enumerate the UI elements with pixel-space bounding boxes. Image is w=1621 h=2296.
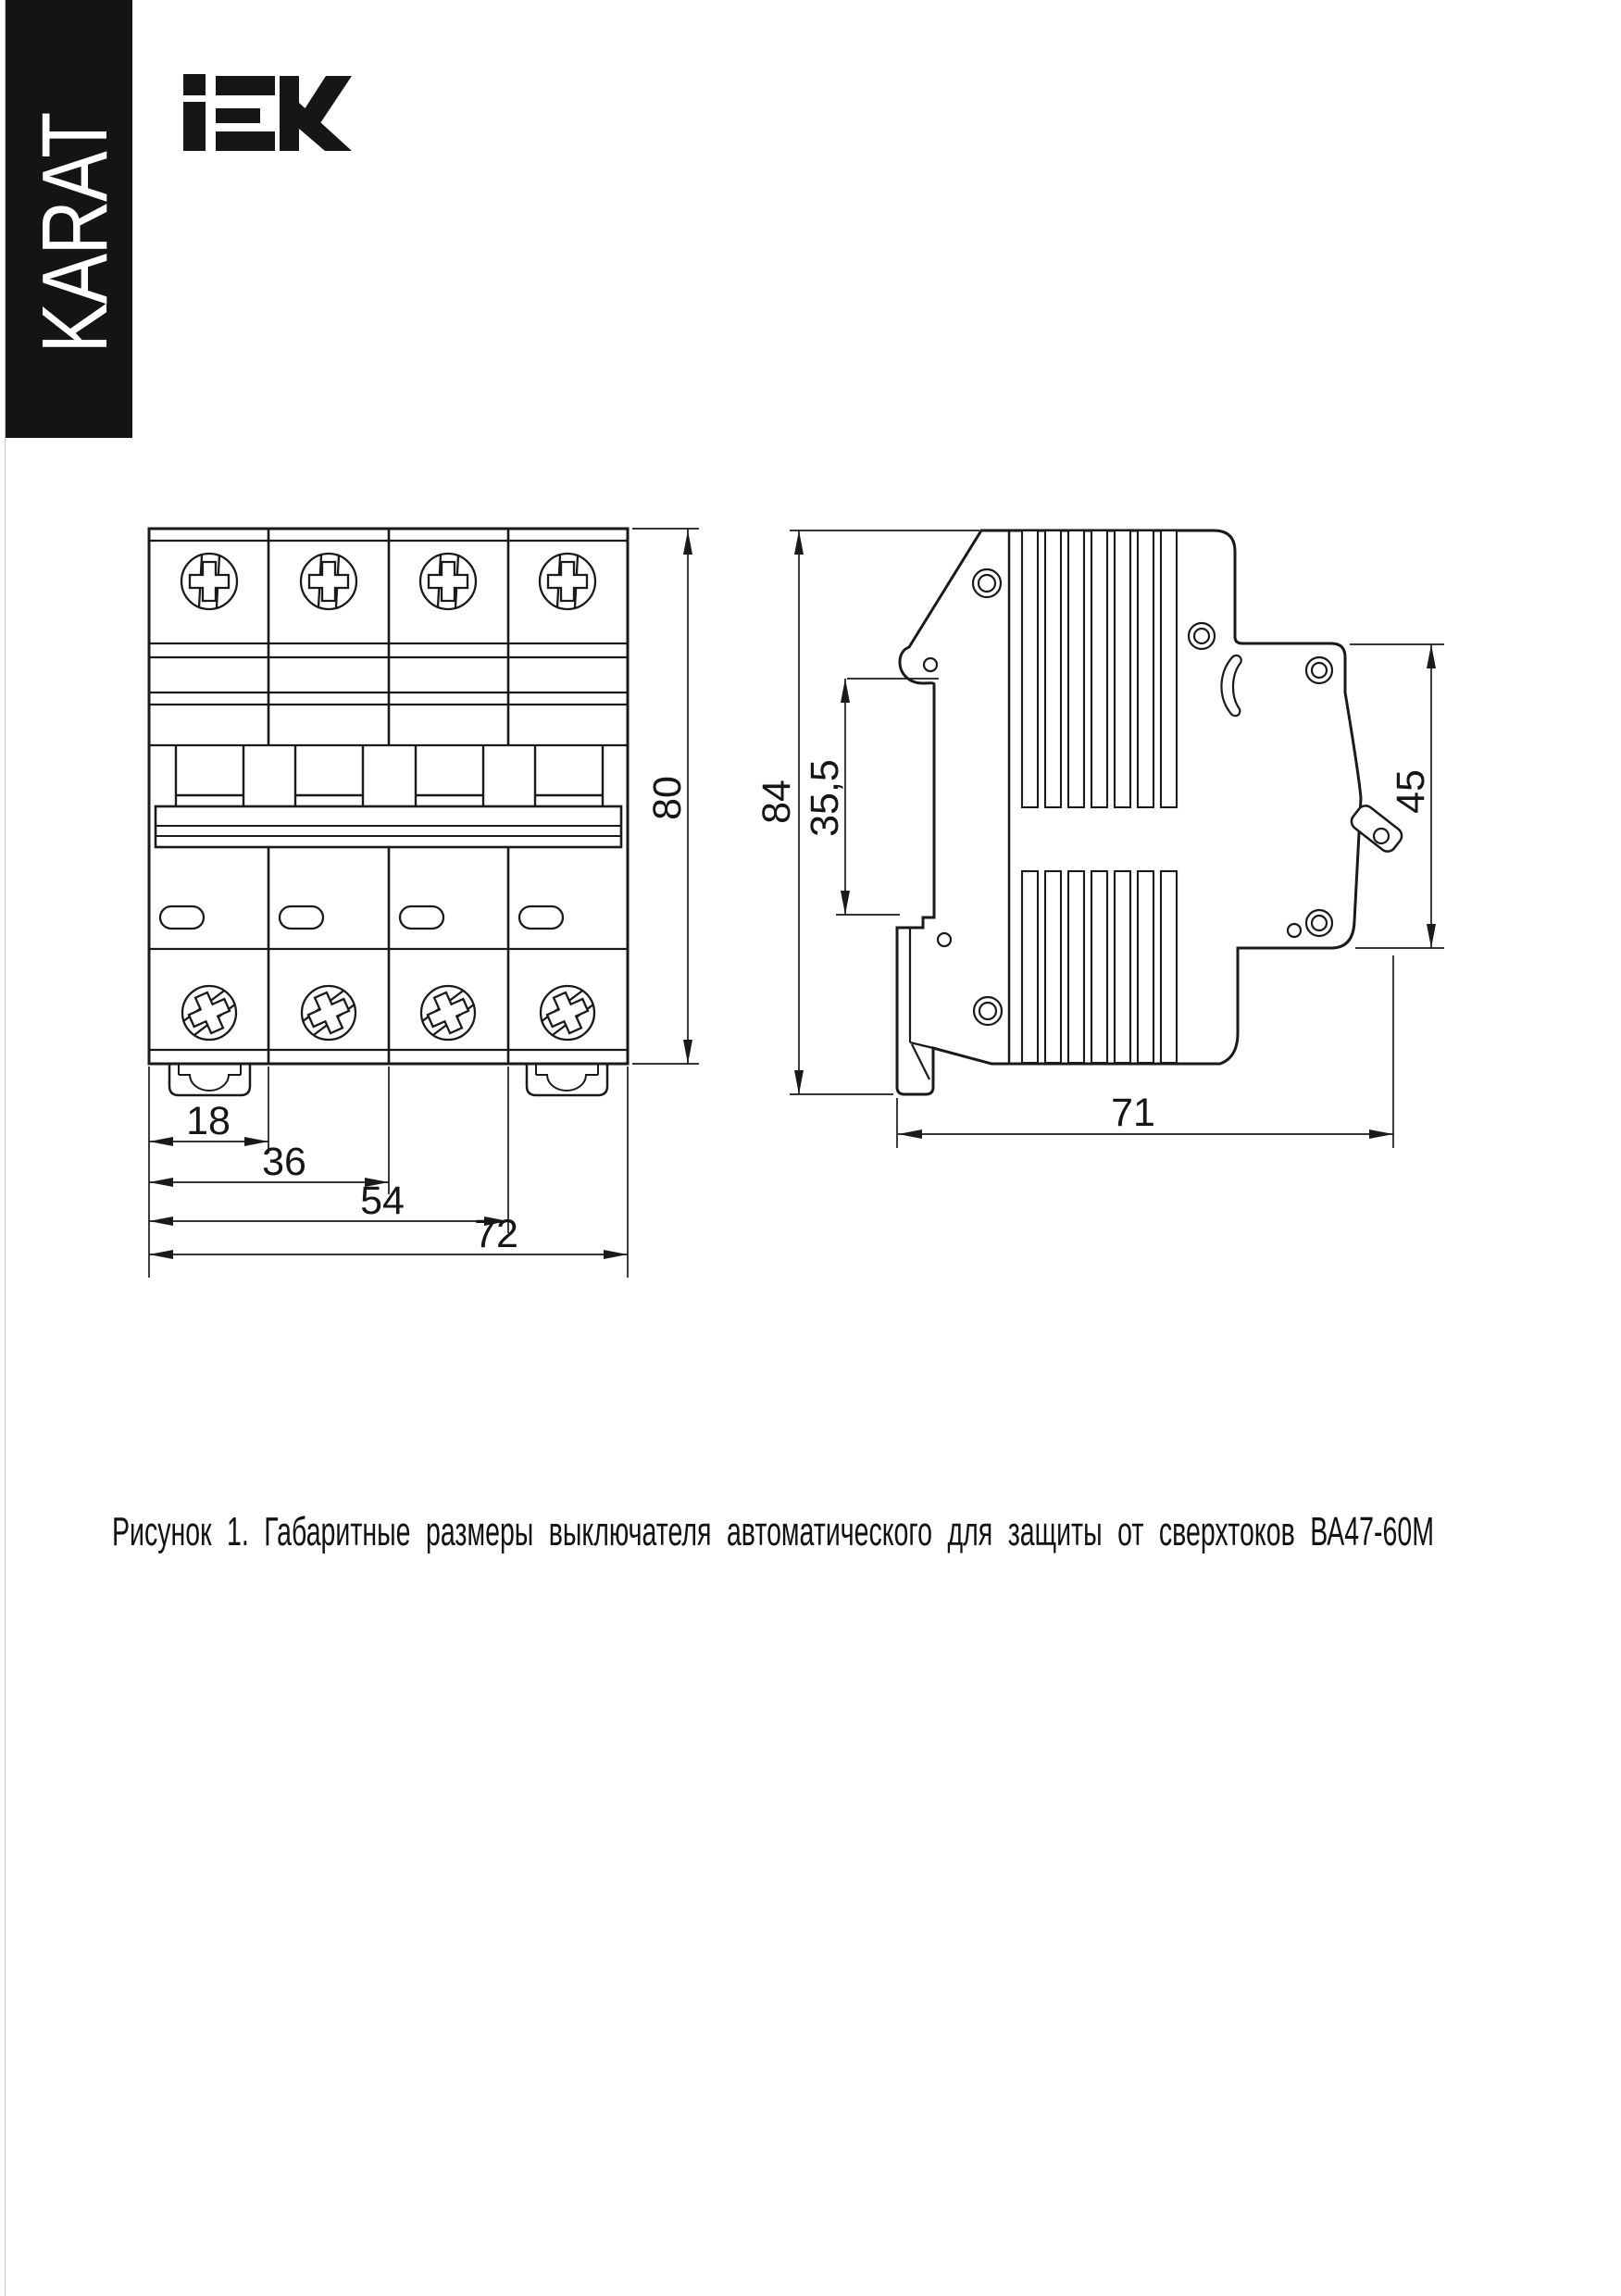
front-view: [149, 529, 628, 1095]
dim-label-80: 80: [645, 776, 690, 820]
side-view: [897, 530, 1405, 1094]
side-ribs-lower: [1022, 871, 1177, 1063]
dim-label-84: 84: [754, 780, 799, 824]
dim-label-71: 71: [1111, 1091, 1155, 1135]
dim-label-72: 72: [474, 1212, 518, 1256]
dim-label-36: 36: [262, 1140, 306, 1184]
figure-caption-text: Рисунок 1. Габаритные размеры выключателя автоматического для защиты от сверхтоков ВА47-60М: [112, 1509, 1434, 1554]
tie-bar: [156, 806, 621, 847]
dim-label-54: 54: [360, 1179, 405, 1223]
dim-label-18: 18: [186, 1099, 231, 1143]
side-ribs-upper: [1022, 530, 1177, 807]
figure-caption: [112, 1509, 1621, 1555]
dim-label-35-5: 35,5: [803, 759, 847, 837]
dim-label-45: 45: [1389, 769, 1433, 814]
banner-vertical-text: KARAT: [23, 113, 127, 354]
